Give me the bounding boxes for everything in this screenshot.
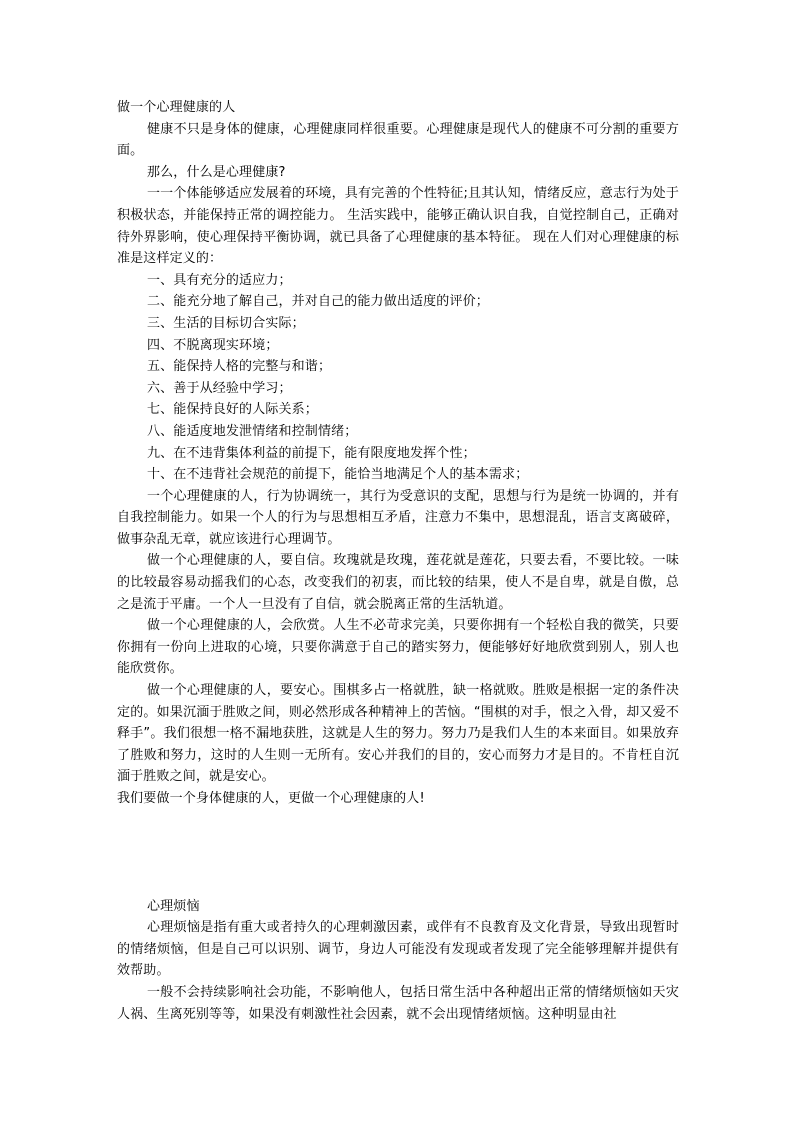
criteria-item: 十、在不违背社会规范的前提下，能恰当地满足个人的基本需求； bbox=[147, 467, 529, 483]
criteria-item: 五、能保持人格的完整与和谐； bbox=[147, 359, 332, 375]
criteria-list bbox=[117, 270, 679, 486]
section2-title: 心理烦恼 bbox=[147, 898, 200, 914]
body-paragraph-appreciation: 做一个心理健康的人，会欣赏。人生不必苛求完美，只要你拥有一个轻松自我的微笑，只要你拥有一份向上进取的心境，只要你满意于自己的踏实努力，便能够好好地欣赏到别人，别人也能欣赏你。 bbox=[117, 618, 679, 677]
section2-paragraph: 一般不会持续影响社会功能，不影响他人，包括日常生活中各种超出正常的情绪烦恼如天灾人祸、生离死别等等，如果没有刺激性社会因素，就不会出现情绪烦恼。这种明显由社 bbox=[117, 984, 679, 1022]
intro-definition: 一一个体能够适应发展着的环境，具有完善的个性特征;且其认知，情绪反应，意志行为处于积极状态，并能保持正常的调控能力。 生活实践中，能够正确认识自我，自觉控制自己，正确对待外界影响，使心理保持平衡协调，就已具备了心理健康的基本特征。 现在人们对心理健康的标准是这样定义的： bbox=[117, 186, 679, 267]
closing-sentence: 我们要做一个身体健康的人，更做一个心理健康的人! bbox=[117, 791, 425, 806]
criteria-item: 四、不脱离现实环境； bbox=[147, 337, 279, 353]
article-title: 做一个心理健康的人 bbox=[117, 100, 236, 115]
criteria-item: 七、能保持良好的人际关系； bbox=[147, 402, 318, 418]
criteria-item: 九、在不违背集体利益的前提下，能有限度地发挥个性； bbox=[147, 445, 476, 461]
section2-paragraph: 心理烦恼是指有重大或者持久的心理刺激因素，或伴有不良教育及文化背景，导致出现暂时的情绪烦恼，但是自己可以识别、调节，身边人可能没有发现或者发现了完全能够理解并提供有效帮助。 bbox=[117, 920, 679, 979]
criteria-item: 六、善于从经验中学习； bbox=[147, 380, 292, 396]
criteria-item: 一、具有充分的适应力； bbox=[147, 272, 292, 288]
section-spacer bbox=[117, 810, 679, 896]
criteria-item: 八、能适度地发泄情绪和控制情绪； bbox=[147, 423, 358, 439]
intro-question: 那么，什么是心理健康? bbox=[147, 164, 286, 180]
document-page bbox=[117, 97, 679, 1025]
body-paragraph-behavior: 一个心理健康的人，行为协调统一，其行为受意识的支配，思想与行为是统一协调的，并有自我控制能力。如果一个人的行为与思想相互矛盾，注意力不集中，思想混乱，语言支离破碎，做事杂乱无章，就应该进行心理调节。 bbox=[117, 488, 679, 547]
criteria-item: 二、能充分地了解自己，并对自己的能力做出适度的评价； bbox=[147, 294, 489, 310]
intro-paragraph: 健康不只是身体的健康，心理健康同样很重要。心理健康是现代人的健康不可分割的重要方面。 bbox=[117, 121, 679, 159]
criteria-item: 三、生活的目标切合实际； bbox=[147, 315, 305, 331]
body-paragraph-confidence: 做一个心理健康的人，要自信。玫瑰就是玫瑰，莲花就是莲花，只要去看，不要比较。一味的比较最容易动摇我们的心态，改变我们的初衷，而比较的结果，使人不是自卑，就是自傲，总之是流于平庸。一个人一旦没有了自信，就会脱离正常的生活轨道。 bbox=[117, 553, 679, 612]
body-paragraph-peace: 做一个心理健康的人，要安心。围棋多占一格就胜，缺一格就败。胜败是根据一定的条件决定的。如果沉湎于胜败之间，则必然形成各种精神上的苦恼。“围棋的对手，恨之入骨，却又爱不释手”。我们很想一格不漏地获胜，这就是人生的努力。努力乃是我们人生的本来面目。如果放弃了胜败和努力，这时的人生则一无所有。安心并我们的目的，安心而努力才是目的。不肯枉自沉湎于胜败之间，就是安心。 bbox=[117, 683, 679, 785]
